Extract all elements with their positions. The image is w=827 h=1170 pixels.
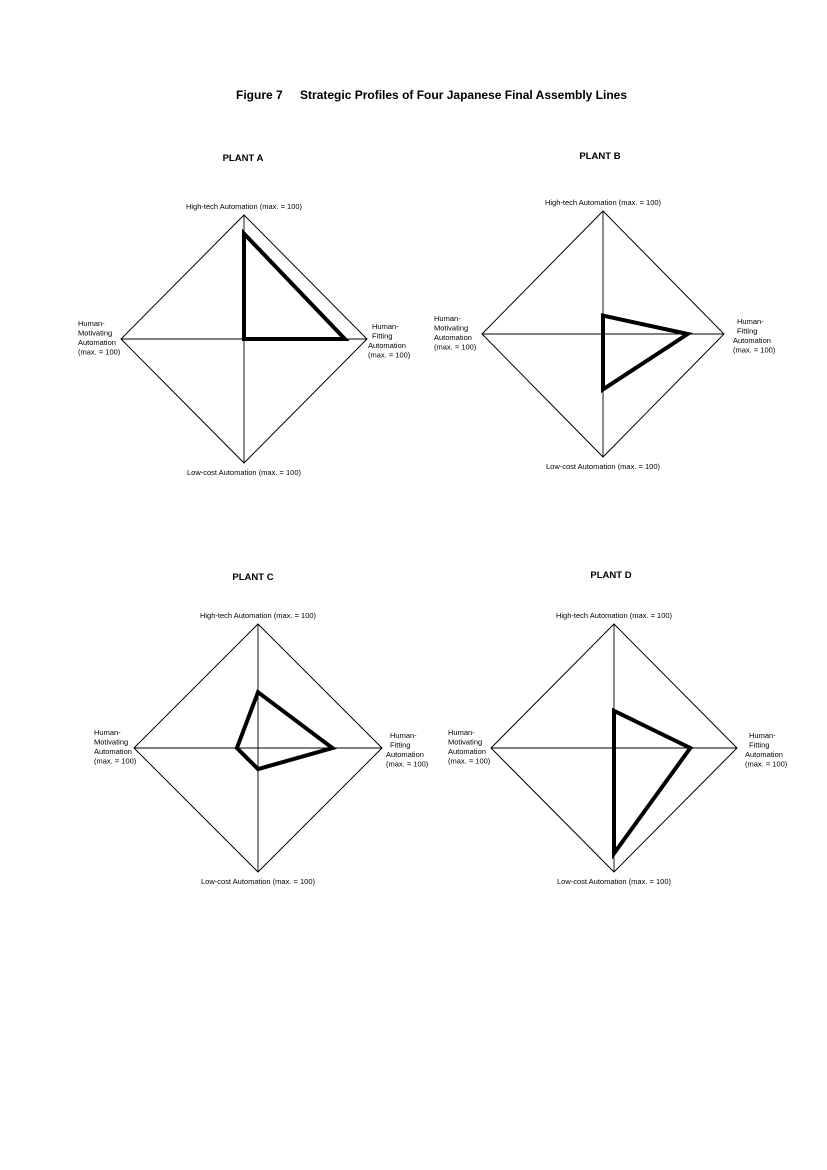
axis-label-right: (max. = 100) bbox=[745, 759, 788, 769]
axis-label-right: Human- bbox=[390, 731, 417, 740]
profile-polygon bbox=[614, 711, 690, 854]
axis-label-left: Human- bbox=[434, 314, 461, 323]
axis-label-top: High-tech Automation (max. = 100) bbox=[555, 611, 673, 620]
profile-polygon bbox=[603, 316, 688, 390]
radar-chart-d bbox=[448, 570, 788, 886]
axis-label-right: Human- bbox=[737, 317, 764, 326]
axis-label-left: (max. = 100) bbox=[78, 347, 121, 357]
axis-label-left: Automation bbox=[448, 747, 486, 756]
axis-label-left: Automation bbox=[434, 333, 472, 342]
axis-label-left: Motivating bbox=[94, 737, 129, 747]
plant-title: PLANT D bbox=[590, 570, 632, 581]
axis-label-right: (max. = 100) bbox=[368, 350, 411, 360]
axis-label-top: High-tech Automation (max. = 100) bbox=[185, 202, 303, 211]
radar-chart-a bbox=[78, 153, 411, 477]
axis-label-right: Fitting bbox=[372, 331, 393, 341]
plant-title: PLANT C bbox=[232, 572, 274, 583]
axis-label-right: Fitting bbox=[749, 740, 770, 750]
axis-label-right: Automation bbox=[386, 750, 424, 759]
axis-label-left: Motivating bbox=[448, 737, 483, 747]
axis-label-bottom: Low-cost Automation (max. = 100) bbox=[556, 877, 672, 886]
axis-label-top: High-tech Automation (max. = 100) bbox=[199, 611, 317, 620]
plant-title: PLANT A bbox=[222, 153, 264, 164]
radar-chart-c bbox=[94, 572, 429, 886]
axis-label-right: Fitting bbox=[737, 326, 758, 336]
radar-chart-b bbox=[434, 151, 776, 471]
axis-label-left: Automation bbox=[94, 747, 132, 756]
axis-label-bottom: Low-cost Automation (max. = 100) bbox=[545, 462, 661, 471]
axis-label-right: Automation bbox=[368, 341, 406, 350]
axis-label-left: Motivating bbox=[78, 328, 113, 338]
axis-label-top: High-tech Automation (max. = 100) bbox=[544, 198, 662, 207]
figure-title-text: Strategic Profiles of Four Japanese Final Assembly Lines bbox=[300, 88, 628, 102]
profile-polygon bbox=[237, 692, 333, 769]
plant-title: PLANT B bbox=[579, 151, 621, 162]
axis-label-right: Human- bbox=[372, 322, 399, 331]
axis-label-left: (max. = 100) bbox=[448, 756, 491, 766]
axis-label-bottom: Low-cost Automation (max. = 100) bbox=[200, 877, 316, 886]
axis-label-left: Human- bbox=[448, 728, 475, 737]
axis-label-right: Human- bbox=[749, 731, 776, 740]
axis-label-left: Human- bbox=[78, 319, 105, 328]
axis-label-right: (max. = 100) bbox=[733, 345, 776, 355]
axis-label-right: Fitting bbox=[390, 740, 411, 750]
axis-label-bottom: Low-cost Automation (max. = 100) bbox=[186, 468, 302, 477]
axis-label-right: (max. = 100) bbox=[386, 759, 429, 769]
axis-label-left: Human- bbox=[94, 728, 121, 737]
axis-label-right: Automation bbox=[745, 750, 783, 759]
axis-label-right: Automation bbox=[733, 336, 771, 345]
axis-label-left: Motivating bbox=[434, 323, 469, 333]
axis-label-left: (max. = 100) bbox=[94, 756, 137, 766]
axis-label-left: (max. = 100) bbox=[434, 342, 477, 352]
profile-polygon bbox=[244, 234, 345, 339]
axis-label-left: Automation bbox=[78, 338, 116, 347]
figure-number: Figure 7 bbox=[236, 88, 283, 102]
